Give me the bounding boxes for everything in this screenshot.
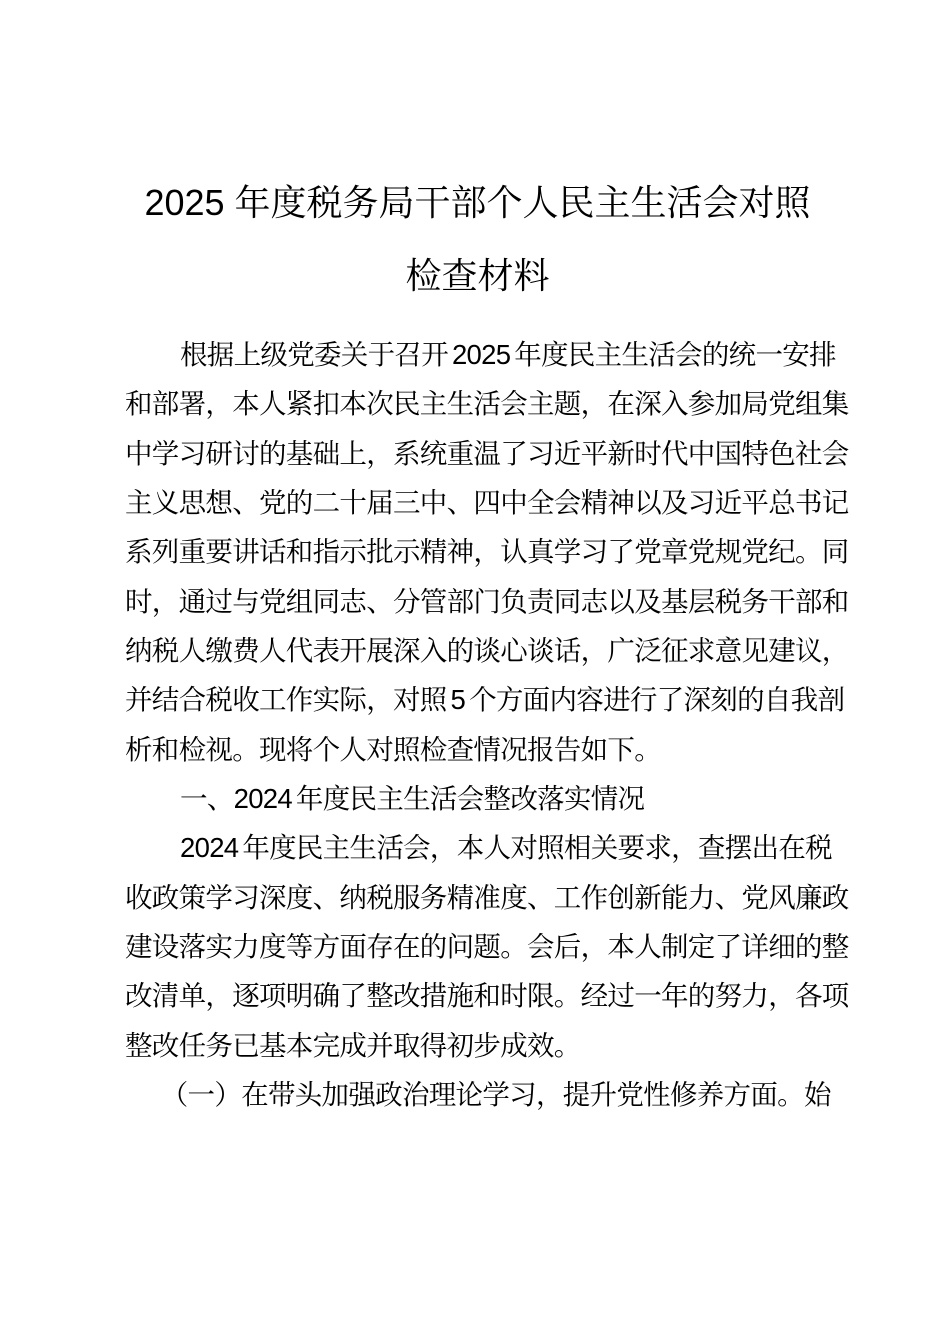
section-heading-line: 一、2024 年度民主生活会整改落实情况 bbox=[180, 782, 645, 814]
text-line: 中学习研讨的基础上，系统重温了习近平新时代中国特色社会 bbox=[125, 437, 849, 469]
document-title bbox=[125, 166, 830, 312]
subsection-1-paragraph bbox=[125, 1070, 830, 1119]
text-line: 析和检视。现将个人对照检查情况报告如下。 bbox=[125, 733, 661, 765]
text-line: 主义思想、党的二十届三中、四中全会精神以及习近平总书记 bbox=[125, 486, 849, 518]
text-line: 整改任务已基本完成并取得初步成效。 bbox=[125, 1029, 581, 1061]
text-line: 纳税人缴费人代表开展深入的谈心谈话，广泛征求意见建议， bbox=[125, 634, 849, 666]
intro-paragraph bbox=[125, 330, 849, 774]
text-line: 时，通过与党组同志、分管部门负责同志以及基层税务干部和 bbox=[125, 585, 849, 617]
text-line: 建设落实力度等方面存在的问题。会后，本人制定了详细的整 bbox=[125, 930, 849, 962]
subsection-heading-line: （一）在带头加强政治理论学习，提升党性修养方面。始 bbox=[160, 1078, 831, 1110]
text-line: 系列重要讲话和指示批示精神，认真学习了党章党规党纪。同 bbox=[125, 536, 849, 568]
text-line: 2024 年度民主生活会，本人对照相关要求，查摆出在税 bbox=[180, 832, 832, 864]
text-line: 并结合税收工作实际，对照 5 个方面内容进行了深刻的自我剖 bbox=[125, 684, 845, 716]
title-line-1: 2025 年度税务局干部个人民主生活会对照 bbox=[144, 182, 811, 223]
text-line: 改清单，逐项明确了整改措施和时限。经过一年的努力，各项 bbox=[125, 980, 849, 1012]
document-content bbox=[125, 166, 849, 1119]
text-line: 根据上级党委关于召开 2025 年度民主生活会的统一安排 bbox=[180, 339, 836, 370]
rectification-paragraph bbox=[125, 823, 849, 1070]
document-body bbox=[125, 330, 849, 1119]
title-line-2: 检查材料 bbox=[405, 255, 550, 296]
text-line: 和部署，本人紧扣本次民主生活会主题，在深入参加局党组集 bbox=[125, 388, 849, 420]
text-line: 收政策学习深度、纳税服务精准度、工作创新能力、党风廉政 bbox=[125, 881, 849, 913]
section-heading-1 bbox=[125, 774, 830, 823]
